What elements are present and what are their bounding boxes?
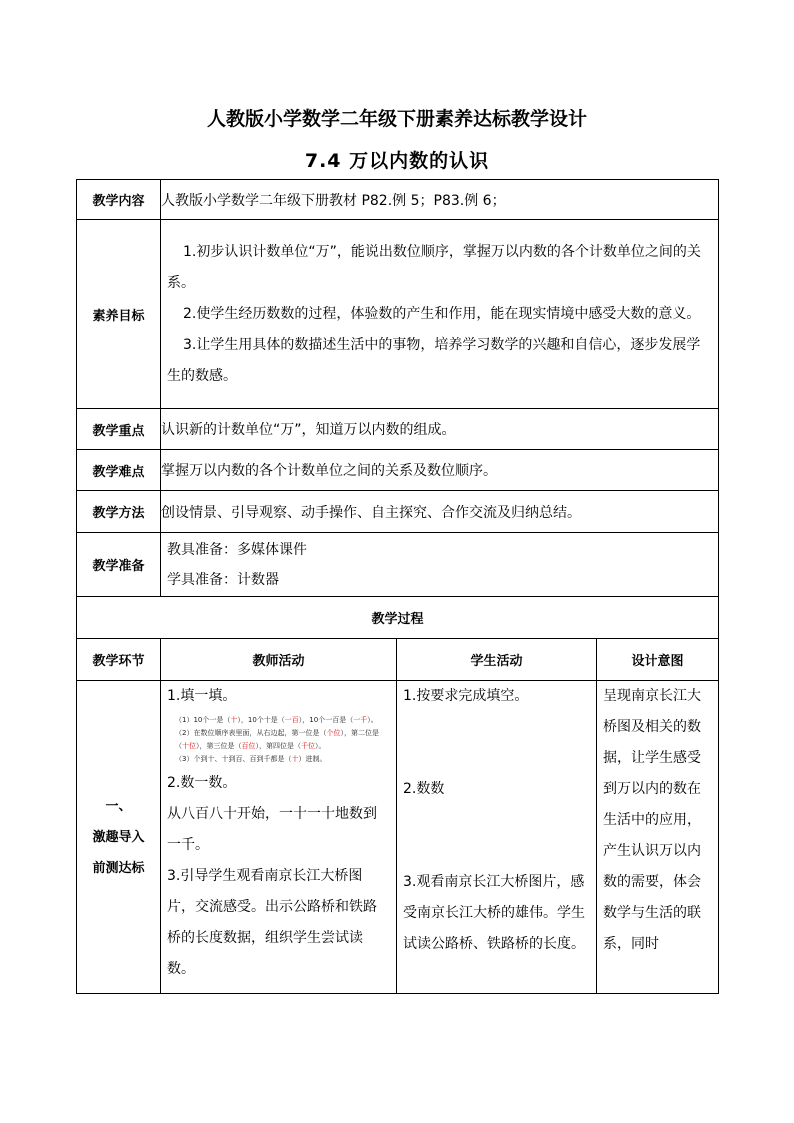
- label-goals: 素养目标: [77, 220, 161, 409]
- document-title: 人教版小学数学二年级下册素养达标教学设计: [206, 108, 587, 130]
- row-prep: [77, 533, 719, 597]
- value-content: 人教版小学数学二年级下册教材 P82.例 5；P83.例 6；: [161, 180, 719, 220]
- label-prep: 教学准备: [77, 533, 161, 597]
- row-process-headers: [77, 639, 719, 681]
- header-teacher: 教师活动: [161, 639, 397, 681]
- teacher-step-1: 1.填一填。: [167, 688, 237, 704]
- lesson-plan-table: [76, 179, 719, 994]
- goal-item-3: 3.让学生用具体的数描述生活中的事物，培养学习数学的兴趣和自信心，逐步发展学生的数感。: [167, 336, 701, 384]
- header-intent: 设计意图: [597, 639, 719, 681]
- stage-1-name-1: 激趣导入: [92, 829, 145, 845]
- prep-student: 学具准备：计数器: [167, 571, 279, 588]
- student-activity-cell: [397, 681, 597, 994]
- prep-teacher: 教具准备：多媒体课件: [167, 541, 307, 558]
- row-method: [77, 491, 719, 533]
- row-goals: [77, 220, 719, 409]
- fill-question-3: （3）个到十、十到百、百到千都是（十）进制。: [175, 755, 327, 763]
- stage-1-name-2: 前测达标: [92, 860, 145, 876]
- row-process-heading: [77, 597, 719, 639]
- stage-1-cell: [77, 681, 161, 994]
- label-key: 教学重点: [77, 409, 161, 450]
- fill-in-questions: [161, 712, 396, 768]
- student-step-1: 1.按要求完成填空。: [403, 688, 529, 704]
- label-content: 教学内容: [77, 180, 161, 220]
- label-method: 教学方法: [77, 491, 161, 533]
- teacher-step-2-detail: 从八百八十开始，一十一十地数到一千。: [167, 806, 377, 853]
- lesson-subtitle: 7.4 万以内数的认识: [304, 150, 490, 172]
- header-student: 学生活动: [397, 639, 597, 681]
- teacher-activity-cell: [161, 681, 397, 994]
- value-difficulty: 掌握万以内数的各个计数单位之间的关系及数位顺序。: [161, 450, 719, 491]
- student-step-2: 2.数数: [403, 781, 445, 797]
- design-intent-cell: [597, 681, 719, 994]
- row-content: [77, 180, 719, 220]
- goal-item-2: 2.使学生经历数数的过程，体验数的产生和作用，能在现实情境中感受大数的意义。: [183, 305, 701, 322]
- value-key: 认识新的计数单位“万”，知道万以内数的组成。: [161, 409, 719, 450]
- label-difficulty: 教学难点: [77, 450, 161, 491]
- header-stage: 教学环节: [77, 639, 161, 681]
- fill-question-2: （2）在数位顺序表里面，从右边起，第一位是（个位），第二位是（十位），第三位是（百位），第四位是（千位）。: [175, 729, 379, 750]
- teacher-step-3: 3.引导学生观看南京长江大桥图片，交流感受。出示公路桥和铁路桥的长度数据，组织学生尝试读数。: [167, 868, 377, 977]
- row-difficulty: [77, 450, 719, 491]
- value-prep: [161, 533, 719, 597]
- design-intent-text: 呈现南京长江大桥图及相关的数据，让学生感受到万以内的数在生活中的应用，产生认识万以内数的需要，体会数学与生活的联系，同时: [603, 688, 701, 952]
- stage-1-number: 一、: [105, 798, 132, 814]
- teacher-step-2: 2.数一数。: [167, 775, 237, 791]
- value-goals: [161, 220, 719, 409]
- row-key: [77, 409, 719, 450]
- row-stage-1: [77, 681, 719, 994]
- value-method: 创设情景、引导观察、动手操作、自主探究、合作交流及归纳总结。: [161, 491, 719, 533]
- process-heading: 教学过程: [77, 597, 719, 639]
- goal-item-1: 1.初步认识计数单位“万”，能说出数位顺序，掌握万以内数的各个计数单位之间的关系。: [167, 243, 701, 291]
- student-step-3: 3.观看南京长江大桥图片，感受南京长江大桥的雄伟。学生试读公路桥、铁路桥的长度。: [403, 874, 585, 952]
- fill-question-1: （1）10个一是（十），10个十是（一百），10个一百是（一千）。: [175, 716, 378, 724]
